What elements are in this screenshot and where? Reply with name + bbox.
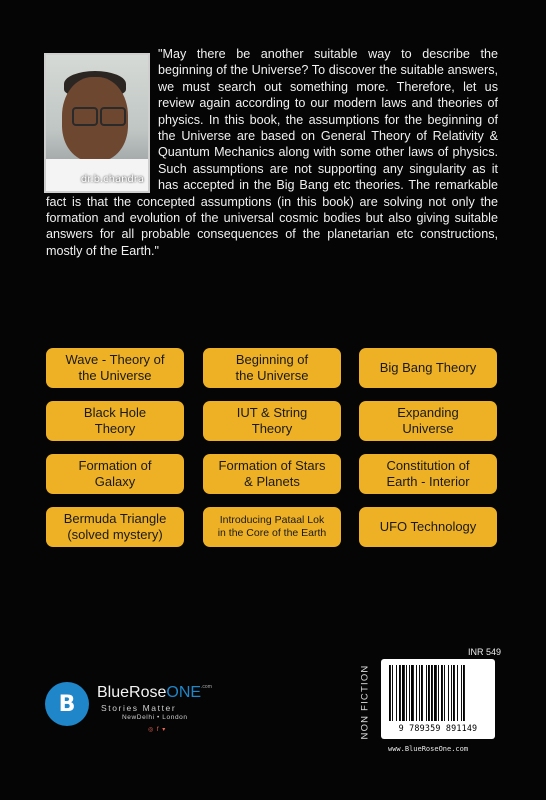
topic-2: Big Bang Theory (359, 348, 497, 388)
topic-1: Beginning of the Universe (203, 348, 341, 388)
topic-8: Constitution of Earth - Interior (359, 454, 497, 494)
topic-0: Wave - Theory of the Universe (46, 348, 184, 388)
publisher-cities: NewDelhi • London (122, 714, 188, 721)
topic-4: IUT & String Theory (203, 401, 341, 441)
publisher-tagline: Stories Matter (101, 703, 177, 713)
social-icons: ◎ f ▾ (148, 727, 167, 733)
barcode-bars (389, 665, 489, 721)
author-caption: dr.b.chandra (80, 174, 144, 185)
topic-6: Formation of Galaxy (46, 454, 184, 494)
topic-11: UFO Technology (359, 507, 497, 547)
topic-9: Bermuda Triangle (solved mystery) (46, 507, 184, 547)
topic-5: Expanding Universe (359, 401, 497, 441)
topic-10: Introducing Pataal Lok in the Core of the Earth (203, 507, 341, 547)
book-blurb (46, 46, 498, 259)
genre-label: NON FICTION (359, 664, 371, 740)
isbn-barcode (381, 659, 495, 739)
publisher-website: www.BlueRoseOne.com (388, 745, 469, 753)
topic-7: Formation of Stars & Planets (203, 454, 341, 494)
topic-3: Black Hole Theory (46, 401, 184, 441)
publisher-name: BlueRoseONE$^{.com}$ (97, 684, 212, 701)
publisher-logo-icon: B (45, 682, 89, 726)
isbn-digits: 9 789359 891149 (398, 723, 478, 733)
blurb-text: "May there be another suitable way to describe the beginning of the Universe? To discover the suitable answers, we must search out something more. Therefore, let us review again according to our modern laws and theories of physics. In this book, the assumptions for the beginning of the Universe are based on General Theory of Relativity & Quantum Mechanics along with some other laws of physics. Such assumptions are not supporting any singularity as it has accepted in the Big Bang etc theories. The remarkable fact is that the concepted assumptions (in this book) are solving not only the formation and evolution of the universal cosmic bodies but also giving suitable answers for all probable consequences of the planetarian etc constructions, mostly of the Earth." (46, 47, 498, 258)
price-label: INR 549 (468, 647, 502, 657)
